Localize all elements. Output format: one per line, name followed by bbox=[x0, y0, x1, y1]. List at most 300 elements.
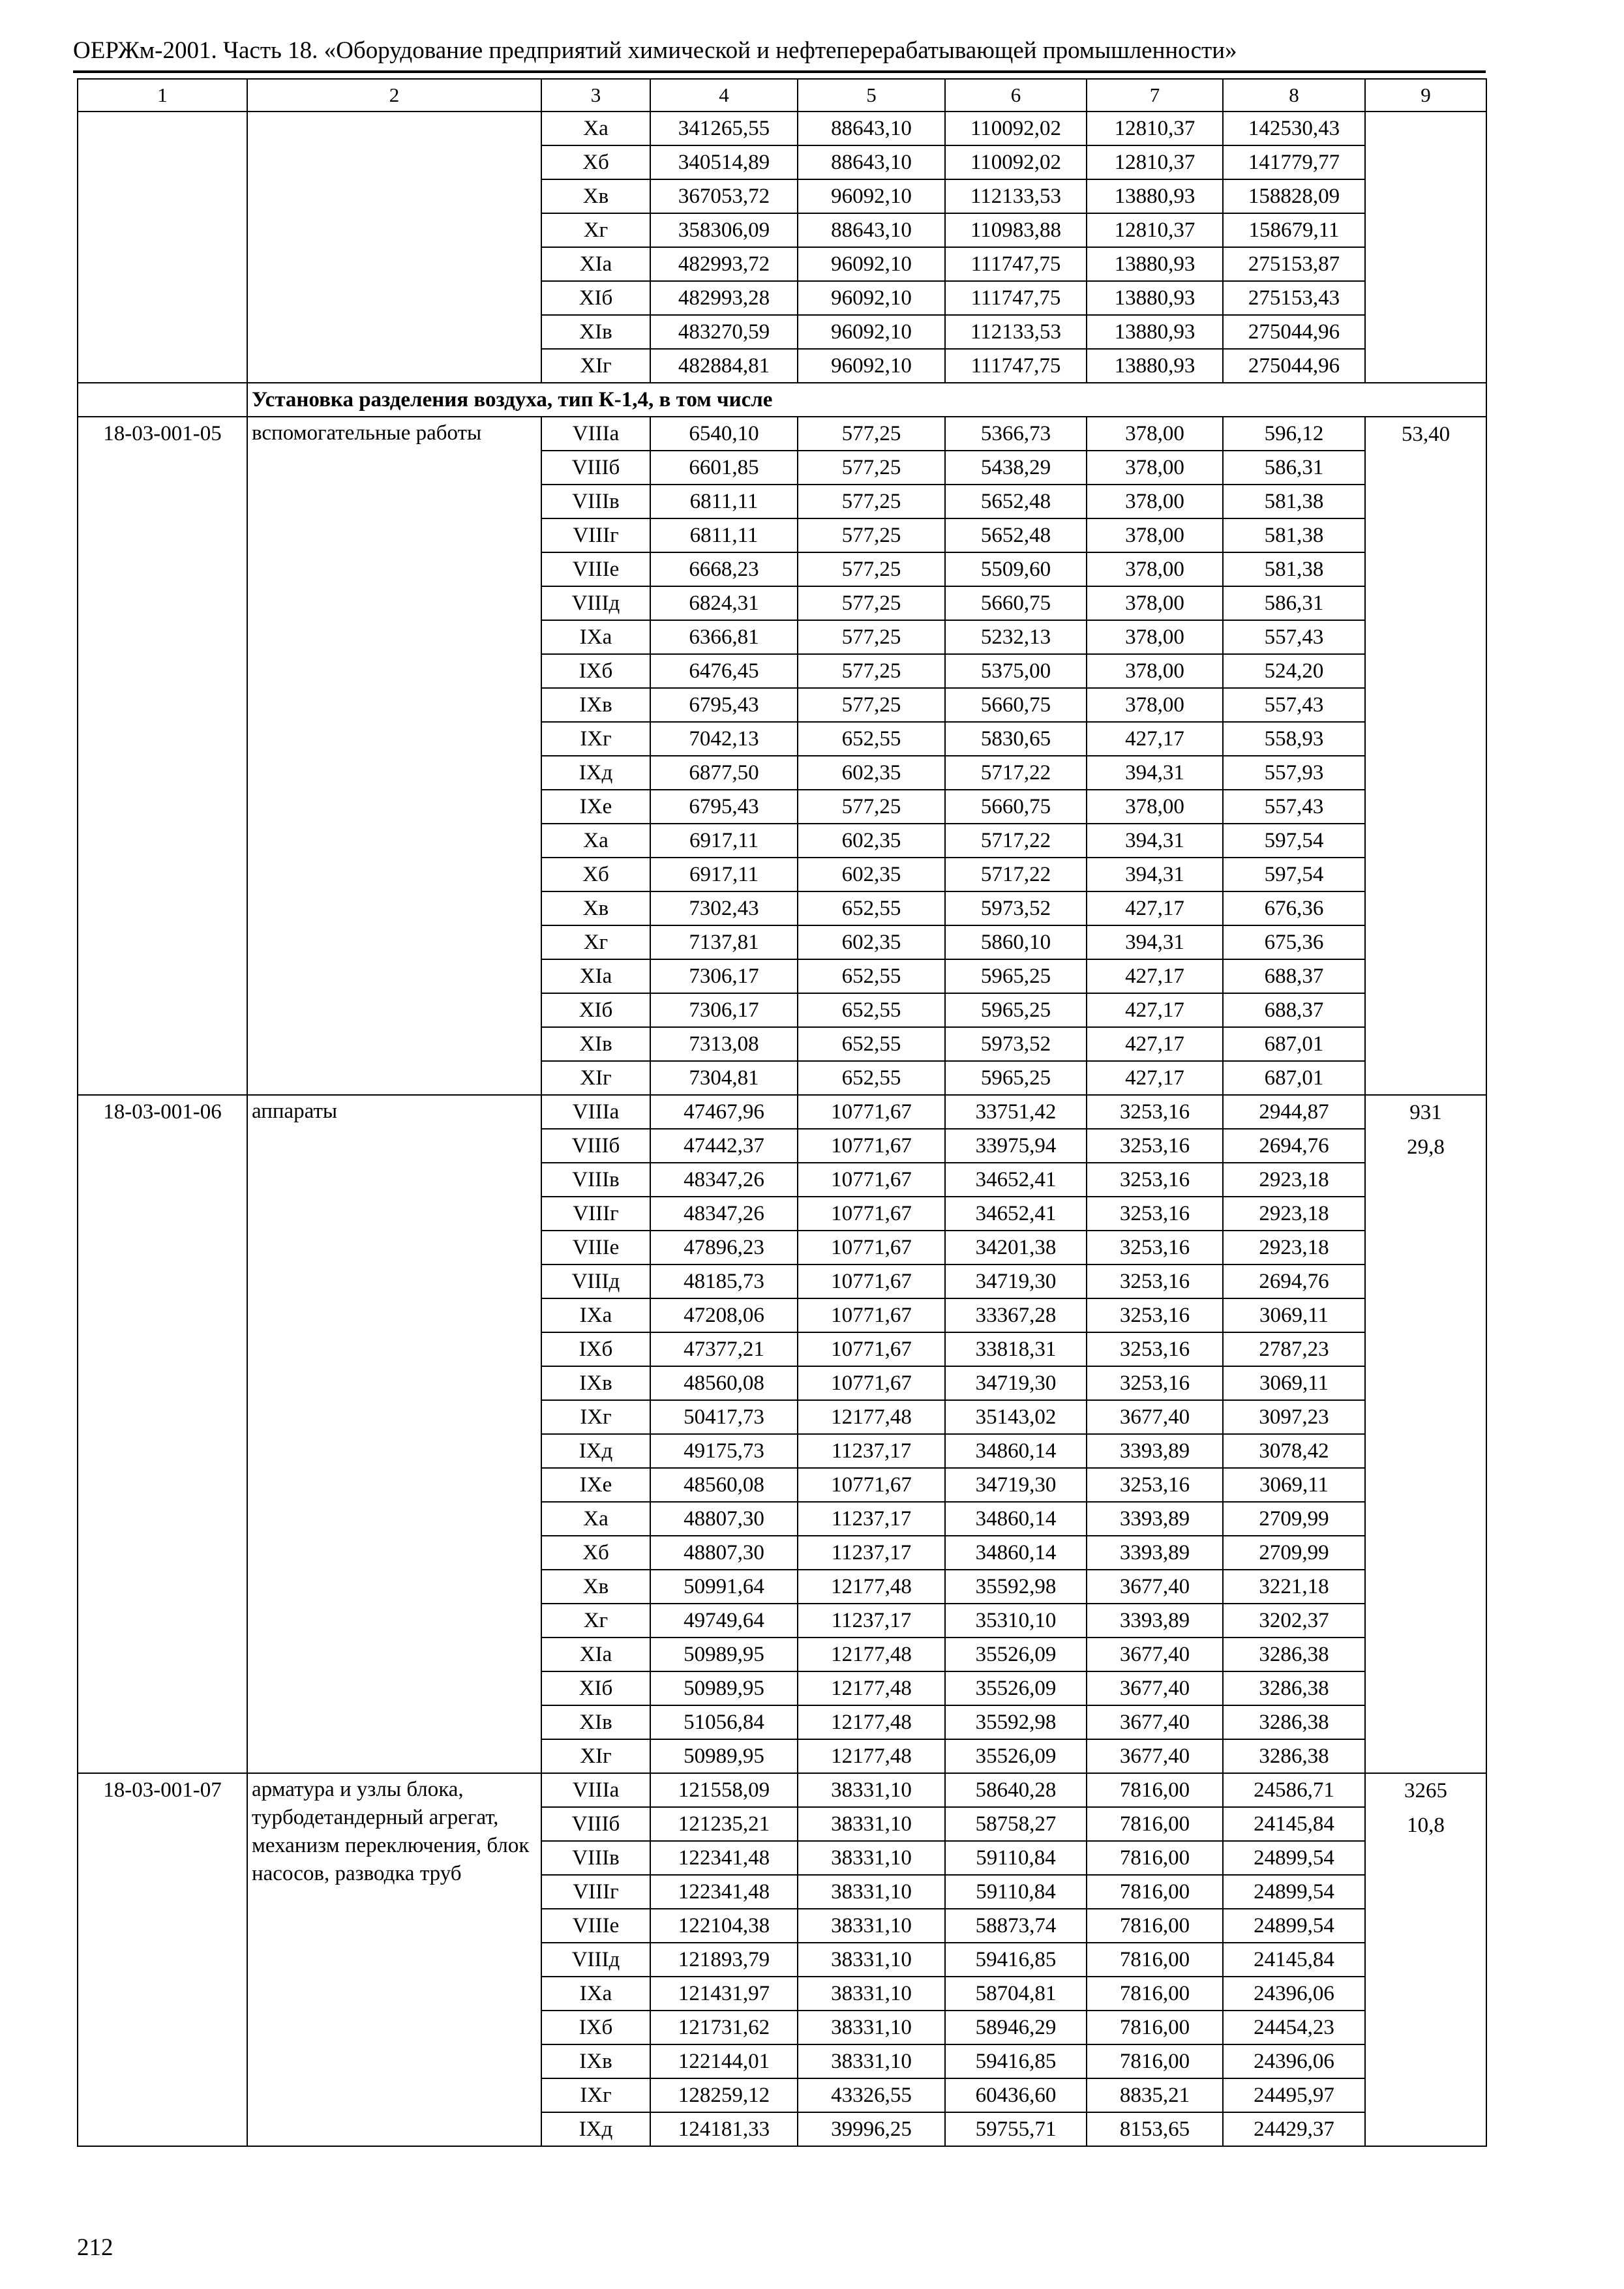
value-cell: 24454,23 bbox=[1223, 2011, 1365, 2044]
value-cell: 59110,84 bbox=[945, 1841, 1087, 1875]
value-cell: 3253,16 bbox=[1087, 1197, 1223, 1231]
value-cell: 3393,89 bbox=[1087, 1604, 1223, 1638]
value-cell: 122341,48 bbox=[650, 1841, 798, 1875]
value-cell: 5965,25 bbox=[945, 959, 1087, 993]
value-cell: 10771,67 bbox=[798, 1231, 945, 1264]
grade-cell: VIIIг bbox=[541, 1875, 650, 1909]
grade-cell: Xв bbox=[541, 891, 650, 925]
column-number-cell: 3 bbox=[541, 79, 650, 112]
value-cell: 121431,97 bbox=[650, 1977, 798, 2011]
table-row bbox=[78, 112, 1486, 145]
value-cell: 378,00 bbox=[1087, 620, 1223, 654]
value-cell: 524,20 bbox=[1223, 654, 1365, 688]
value-cell: 3253,16 bbox=[1087, 1095, 1223, 1129]
value-cell: 58758,27 bbox=[945, 1807, 1087, 1841]
value-cell: 5366,73 bbox=[945, 417, 1087, 451]
grade-cell: XIг bbox=[541, 349, 650, 383]
value-cell: 3253,16 bbox=[1087, 1298, 1223, 1332]
value-cell: 34860,14 bbox=[945, 1502, 1087, 1536]
value-cell: 3253,16 bbox=[1087, 1264, 1223, 1298]
value-cell: 38331,10 bbox=[798, 1773, 945, 1807]
value-cell: 5973,52 bbox=[945, 891, 1087, 925]
value-cell: 6601,85 bbox=[650, 451, 798, 485]
value-cell: 59110,84 bbox=[945, 1875, 1087, 1909]
value-cell: 50989,95 bbox=[650, 1671, 798, 1705]
grade-cell: VIIIa bbox=[541, 417, 650, 451]
grade-cell: VIIIб bbox=[541, 451, 650, 485]
value-cell: 33367,28 bbox=[945, 1298, 1087, 1332]
value-cell: 5375,00 bbox=[945, 654, 1087, 688]
value-cell: 5232,13 bbox=[945, 620, 1087, 654]
grade-cell: Xa bbox=[541, 824, 650, 858]
value-cell: 10771,67 bbox=[798, 1095, 945, 1129]
grade-cell: IXe bbox=[541, 1468, 650, 1502]
value-cell: 96092,10 bbox=[798, 179, 945, 213]
value-cell: 577,25 bbox=[798, 654, 945, 688]
grade-cell: IXв bbox=[541, 2044, 650, 2078]
value-cell: 275153,87 bbox=[1223, 247, 1365, 281]
grade-cell: IXд bbox=[541, 1434, 650, 1468]
value-cell: 13880,93 bbox=[1087, 179, 1223, 213]
value-cell: 111747,75 bbox=[945, 349, 1087, 383]
grade-cell: XIв bbox=[541, 315, 650, 349]
value-cell: 12177,48 bbox=[798, 1570, 945, 1604]
column-number-cell: 5 bbox=[798, 79, 945, 112]
table-row bbox=[78, 1773, 1486, 1807]
value-cell: 652,55 bbox=[798, 722, 945, 756]
value-cell: 367053,72 bbox=[650, 179, 798, 213]
grade-cell: VIIIб bbox=[541, 1807, 650, 1841]
value-cell: 96092,10 bbox=[798, 315, 945, 349]
value-cell: 50417,73 bbox=[650, 1400, 798, 1434]
value-cell: 111747,75 bbox=[945, 247, 1087, 281]
extra-value: 10,8 bbox=[1407, 1814, 1445, 1837]
value-cell: 48807,30 bbox=[650, 1536, 798, 1570]
value-cell: 112133,53 bbox=[945, 179, 1087, 213]
value-cell: 378,00 bbox=[1087, 417, 1223, 451]
value-cell: 38331,10 bbox=[798, 2011, 945, 2044]
column-number-cell: 8 bbox=[1223, 79, 1365, 112]
grade-cell: IXб bbox=[541, 654, 650, 688]
value-cell: 35310,10 bbox=[945, 1604, 1087, 1638]
value-cell: 96092,10 bbox=[798, 281, 945, 315]
value-cell: 6877,50 bbox=[650, 756, 798, 790]
value-cell: 7816,00 bbox=[1087, 1841, 1223, 1875]
value-cell: 5660,75 bbox=[945, 790, 1087, 824]
value-cell: 557,43 bbox=[1223, 790, 1365, 824]
grade-cell: IXб bbox=[541, 2011, 650, 2044]
grade-cell: VIIIв bbox=[541, 485, 650, 518]
value-cell: 341265,55 bbox=[650, 112, 798, 145]
value-cell: 7304,81 bbox=[650, 1061, 798, 1095]
value-cell: 38331,10 bbox=[798, 1977, 945, 2011]
value-cell: 6811,11 bbox=[650, 518, 798, 552]
value-cell: 5509,60 bbox=[945, 552, 1087, 586]
value-cell: 2944,87 bbox=[1223, 1095, 1365, 1129]
value-cell: 8153,65 bbox=[1087, 2112, 1223, 2146]
grade-cell: IXд bbox=[541, 756, 650, 790]
value-cell: 3202,37 bbox=[1223, 1604, 1365, 1638]
table-body bbox=[78, 112, 1486, 2146]
value-cell: 427,17 bbox=[1087, 891, 1223, 925]
value-cell: 11237,17 bbox=[798, 1604, 945, 1638]
value-cell: 378,00 bbox=[1087, 552, 1223, 586]
value-cell: 3069,11 bbox=[1223, 1298, 1365, 1332]
value-cell: 340514,89 bbox=[650, 145, 798, 179]
value-cell: 122104,38 bbox=[650, 1909, 798, 1943]
value-cell: 6917,11 bbox=[650, 858, 798, 891]
value-cell: 581,38 bbox=[1223, 552, 1365, 586]
value-cell: 33975,94 bbox=[945, 1129, 1087, 1163]
value-cell: 128259,12 bbox=[650, 2078, 798, 2112]
value-cell: 378,00 bbox=[1087, 586, 1223, 620]
value-cell: 577,25 bbox=[798, 552, 945, 586]
value-cell: 38331,10 bbox=[798, 1875, 945, 1909]
value-cell: 48560,08 bbox=[650, 1468, 798, 1502]
value-cell: 48347,26 bbox=[650, 1197, 798, 1231]
value-cell: 24899,54 bbox=[1223, 1875, 1365, 1909]
grade-cell: IXд bbox=[541, 2112, 650, 2146]
value-cell: 50991,64 bbox=[650, 1570, 798, 1604]
value-cell: 38331,10 bbox=[798, 1807, 945, 1841]
value-cell: 35592,98 bbox=[945, 1570, 1087, 1604]
value-cell: 110983,88 bbox=[945, 213, 1087, 247]
value-cell: 275044,96 bbox=[1223, 315, 1365, 349]
value-cell: 7313,08 bbox=[650, 1027, 798, 1061]
value-cell: 38331,10 bbox=[798, 1943, 945, 1977]
value-cell: 482884,81 bbox=[650, 349, 798, 383]
value-cell: 652,55 bbox=[798, 959, 945, 993]
value-cell: 358306,09 bbox=[650, 213, 798, 247]
grade-cell: Xг bbox=[541, 1604, 650, 1638]
value-cell: 124181,33 bbox=[650, 2112, 798, 2146]
value-cell: 5438,29 bbox=[945, 451, 1087, 485]
extra-value: 53,40 bbox=[1401, 423, 1451, 446]
value-cell: 652,55 bbox=[798, 891, 945, 925]
value-cell: 6540,10 bbox=[650, 417, 798, 451]
value-cell: 11237,17 bbox=[798, 1536, 945, 1570]
value-cell: 59755,71 bbox=[945, 2112, 1087, 2146]
value-cell: 427,17 bbox=[1087, 959, 1223, 993]
value-cell: 378,00 bbox=[1087, 654, 1223, 688]
value-cell: 12177,48 bbox=[798, 1638, 945, 1671]
value-cell: 47442,37 bbox=[650, 1129, 798, 1163]
value-cell: 5717,22 bbox=[945, 858, 1087, 891]
value-cell: 378,00 bbox=[1087, 451, 1223, 485]
value-cell: 59416,85 bbox=[945, 1943, 1087, 1977]
grade-cell: Xб bbox=[541, 145, 650, 179]
value-cell: 6795,43 bbox=[650, 790, 798, 824]
value-cell: 34652,41 bbox=[945, 1163, 1087, 1197]
value-cell: 427,17 bbox=[1087, 1027, 1223, 1061]
value-cell: 34201,38 bbox=[945, 1231, 1087, 1264]
value-cell: 5652,48 bbox=[945, 518, 1087, 552]
value-cell: 34719,30 bbox=[945, 1366, 1087, 1400]
value-cell: 121558,09 bbox=[650, 1773, 798, 1807]
grade-cell: VIIIг bbox=[541, 1197, 650, 1231]
value-cell: 96092,10 bbox=[798, 247, 945, 281]
value-cell: 121235,21 bbox=[650, 1807, 798, 1841]
rates-table bbox=[77, 78, 1487, 2147]
value-cell: 48560,08 bbox=[650, 1366, 798, 1400]
extra-value: 931 bbox=[1409, 1101, 1442, 1124]
grade-cell: VIIIв bbox=[541, 1163, 650, 1197]
value-cell: 10771,67 bbox=[798, 1264, 945, 1298]
work-name bbox=[247, 112, 541, 383]
value-cell: 586,31 bbox=[1223, 451, 1365, 485]
value-cell: 13880,93 bbox=[1087, 247, 1223, 281]
value-cell: 652,55 bbox=[798, 1061, 945, 1095]
value-cell: 427,17 bbox=[1087, 722, 1223, 756]
value-cell: 3286,38 bbox=[1223, 1671, 1365, 1705]
value-cell: 3677,40 bbox=[1087, 1570, 1223, 1604]
value-cell: 10771,67 bbox=[798, 1468, 945, 1502]
value-cell: 3393,89 bbox=[1087, 1502, 1223, 1536]
value-cell: 602,35 bbox=[798, 858, 945, 891]
value-cell: 5830,65 bbox=[945, 722, 1087, 756]
value-cell: 7306,17 bbox=[650, 959, 798, 993]
value-cell: 3286,38 bbox=[1223, 1739, 1365, 1773]
value-cell: 6824,31 bbox=[650, 586, 798, 620]
grade-cell: XIб bbox=[541, 281, 650, 315]
value-cell: 3286,38 bbox=[1223, 1638, 1365, 1671]
value-cell: 10771,67 bbox=[798, 1298, 945, 1332]
value-cell: 35526,09 bbox=[945, 1671, 1087, 1705]
table-row bbox=[78, 1095, 1486, 1129]
grade-cell: XIг bbox=[541, 1739, 650, 1773]
value-cell: 3078,42 bbox=[1223, 1434, 1365, 1468]
value-cell: 11237,17 bbox=[798, 1502, 945, 1536]
value-cell: 24586,71 bbox=[1223, 1773, 1365, 1807]
value-cell: 3677,40 bbox=[1087, 1638, 1223, 1671]
value-cell: 24899,54 bbox=[1223, 1841, 1365, 1875]
value-cell: 58704,81 bbox=[945, 1977, 1087, 2011]
column-number-cell: 1 bbox=[78, 79, 247, 112]
value-cell: 3393,89 bbox=[1087, 1434, 1223, 1468]
value-cell: 597,54 bbox=[1223, 858, 1365, 891]
grade-cell: XIa bbox=[541, 959, 650, 993]
column-number-cell: 9 bbox=[1365, 79, 1486, 112]
value-cell: 3393,89 bbox=[1087, 1536, 1223, 1570]
grade-cell: IXв bbox=[541, 1366, 650, 1400]
value-cell: 652,55 bbox=[798, 1027, 945, 1061]
value-cell: 6917,11 bbox=[650, 824, 798, 858]
value-cell: 110092,02 bbox=[945, 112, 1087, 145]
value-cell: 7816,00 bbox=[1087, 1875, 1223, 1909]
value-cell: 3253,16 bbox=[1087, 1468, 1223, 1502]
value-cell: 557,43 bbox=[1223, 688, 1365, 722]
value-cell: 5660,75 bbox=[945, 688, 1087, 722]
value-cell: 158679,11 bbox=[1223, 213, 1365, 247]
value-cell: 48807,30 bbox=[650, 1502, 798, 1536]
value-cell: 12810,37 bbox=[1087, 213, 1223, 247]
value-cell: 3286,38 bbox=[1223, 1705, 1365, 1739]
value-cell: 675,36 bbox=[1223, 925, 1365, 959]
value-cell: 10771,67 bbox=[798, 1129, 945, 1163]
value-cell: 34719,30 bbox=[945, 1264, 1087, 1298]
value-cell: 482993,72 bbox=[650, 247, 798, 281]
value-cell: 35143,02 bbox=[945, 1400, 1087, 1434]
value-cell: 12810,37 bbox=[1087, 112, 1223, 145]
value-cell: 378,00 bbox=[1087, 518, 1223, 552]
value-cell: 34719,30 bbox=[945, 1468, 1087, 1502]
value-cell: 8835,21 bbox=[1087, 2078, 1223, 2112]
grade-cell: VIIIд bbox=[541, 586, 650, 620]
value-cell: 12177,48 bbox=[798, 1705, 945, 1739]
rate-code: 18-03-001-07 bbox=[78, 1773, 247, 2146]
value-cell: 34652,41 bbox=[945, 1197, 1087, 1231]
value-cell: 24396,06 bbox=[1223, 2044, 1365, 2078]
value-cell: 577,25 bbox=[798, 451, 945, 485]
value-cell: 50989,95 bbox=[650, 1739, 798, 1773]
value-cell: 602,35 bbox=[798, 756, 945, 790]
value-cell: 6668,23 bbox=[650, 552, 798, 586]
grade-cell: XIб bbox=[541, 1671, 650, 1705]
value-cell: 35526,09 bbox=[945, 1638, 1087, 1671]
value-cell: 687,01 bbox=[1223, 1061, 1365, 1095]
value-cell: 577,25 bbox=[798, 485, 945, 518]
value-cell: 122144,01 bbox=[650, 2044, 798, 2078]
value-cell: 51056,84 bbox=[650, 1705, 798, 1739]
grade-cell: VIIIд bbox=[541, 1943, 650, 1977]
grade-cell: IXб bbox=[541, 1332, 650, 1366]
grade-cell: Xб bbox=[541, 858, 650, 891]
value-cell: 2923,18 bbox=[1223, 1163, 1365, 1197]
value-cell: 3677,40 bbox=[1087, 1739, 1223, 1773]
value-cell: 142530,43 bbox=[1223, 112, 1365, 145]
value-cell: 35526,09 bbox=[945, 1739, 1087, 1773]
value-cell: 112133,53 bbox=[945, 315, 1087, 349]
value-cell: 24396,06 bbox=[1223, 1977, 1365, 2011]
value-cell: 7816,00 bbox=[1087, 1977, 1223, 2011]
value-cell: 275044,96 bbox=[1223, 349, 1365, 383]
value-cell: 7306,17 bbox=[650, 993, 798, 1027]
value-cell: 7816,00 bbox=[1087, 2044, 1223, 2078]
column-number-cell: 4 bbox=[650, 79, 798, 112]
rate-code bbox=[78, 112, 247, 383]
column-number-row bbox=[78, 79, 1486, 112]
grade-cell: XIa bbox=[541, 1638, 650, 1671]
value-cell: 12177,48 bbox=[798, 1739, 945, 1773]
value-cell: 6811,11 bbox=[650, 485, 798, 518]
grade-cell: Xa bbox=[541, 1502, 650, 1536]
value-cell: 13880,93 bbox=[1087, 315, 1223, 349]
value-cell: 33818,31 bbox=[945, 1332, 1087, 1366]
value-cell: 49749,64 bbox=[650, 1604, 798, 1638]
value-cell: 13880,93 bbox=[1087, 349, 1223, 383]
value-cell: 394,31 bbox=[1087, 858, 1223, 891]
grade-cell: Xг bbox=[541, 213, 650, 247]
grade-cell: XIв bbox=[541, 1705, 650, 1739]
value-cell: 3253,16 bbox=[1087, 1231, 1223, 1264]
value-cell: 111747,75 bbox=[945, 281, 1087, 315]
value-cell: 58873,74 bbox=[945, 1909, 1087, 1943]
section-row bbox=[78, 383, 1486, 417]
value-cell: 35592,98 bbox=[945, 1705, 1087, 1739]
value-cell: 6795,43 bbox=[650, 688, 798, 722]
grade-cell: VIIIa bbox=[541, 1095, 650, 1129]
value-cell: 58946,29 bbox=[945, 2011, 1087, 2044]
value-cell: 558,93 bbox=[1223, 722, 1365, 756]
grade-cell: VIIIд bbox=[541, 1264, 650, 1298]
grade-cell: Xб bbox=[541, 1536, 650, 1570]
work-name: арматура и узлы блока, турбодетандерный агрегат, механизм переключения, блок насосов, разводка труб bbox=[247, 1773, 541, 2146]
value-cell: 3069,11 bbox=[1223, 1468, 1365, 1502]
value-cell: 378,00 bbox=[1087, 790, 1223, 824]
value-cell: 687,01 bbox=[1223, 1027, 1365, 1061]
value-cell: 7816,00 bbox=[1087, 2011, 1223, 2044]
value-cell: 38331,10 bbox=[798, 2044, 945, 2078]
value-cell: 10771,67 bbox=[798, 1332, 945, 1366]
section-code-cell bbox=[78, 383, 247, 417]
value-cell: 676,36 bbox=[1223, 891, 1365, 925]
value-cell: 24145,84 bbox=[1223, 1943, 1365, 1977]
grade-cell: Xв bbox=[541, 1570, 650, 1604]
value-cell: 47208,06 bbox=[650, 1298, 798, 1332]
value-cell: 7816,00 bbox=[1087, 1909, 1223, 1943]
value-cell: 58640,28 bbox=[945, 1773, 1087, 1807]
value-cell: 43326,55 bbox=[798, 2078, 945, 2112]
value-cell: 5965,25 bbox=[945, 993, 1087, 1027]
value-cell: 47896,23 bbox=[650, 1231, 798, 1264]
value-cell: 11237,17 bbox=[798, 1434, 945, 1468]
value-cell: 88643,10 bbox=[798, 213, 945, 247]
grade-cell: IXa bbox=[541, 620, 650, 654]
value-cell: 3253,16 bbox=[1087, 1366, 1223, 1400]
value-cell: 3677,40 bbox=[1087, 1705, 1223, 1739]
value-cell: 24145,84 bbox=[1223, 1807, 1365, 1841]
value-cell: 577,25 bbox=[798, 790, 945, 824]
value-cell: 427,17 bbox=[1087, 1061, 1223, 1095]
column-number-cell: 7 bbox=[1087, 79, 1223, 112]
value-cell: 7042,13 bbox=[650, 722, 798, 756]
grade-cell: IXг bbox=[541, 722, 650, 756]
value-cell: 12177,48 bbox=[798, 1400, 945, 1434]
value-cell: 24495,97 bbox=[1223, 2078, 1365, 2112]
value-cell: 596,12 bbox=[1223, 417, 1365, 451]
value-cell: 427,17 bbox=[1087, 993, 1223, 1027]
value-cell: 378,00 bbox=[1087, 688, 1223, 722]
grade-cell: XIг bbox=[541, 1061, 650, 1095]
grade-cell: IXг bbox=[541, 2078, 650, 2112]
value-cell: 581,38 bbox=[1223, 485, 1365, 518]
value-cell: 5860,10 bbox=[945, 925, 1087, 959]
value-cell: 3253,16 bbox=[1087, 1129, 1223, 1163]
value-cell: 88643,10 bbox=[798, 112, 945, 145]
value-cell: 2787,23 bbox=[1223, 1332, 1365, 1366]
value-cell: 2694,76 bbox=[1223, 1264, 1365, 1298]
grade-cell: VIIIг bbox=[541, 518, 650, 552]
extra-values-cell bbox=[1365, 417, 1486, 1095]
value-cell: 47467,96 bbox=[650, 1095, 798, 1129]
value-cell: 47377,21 bbox=[650, 1332, 798, 1366]
value-cell: 7137,81 bbox=[650, 925, 798, 959]
value-cell: 482993,28 bbox=[650, 281, 798, 315]
value-cell: 2694,76 bbox=[1223, 1129, 1365, 1163]
value-cell: 34860,14 bbox=[945, 1434, 1087, 1468]
value-cell: 10771,67 bbox=[798, 1163, 945, 1197]
grade-cell: VIIIe bbox=[541, 1909, 650, 1943]
value-cell: 7816,00 bbox=[1087, 1943, 1223, 1977]
value-cell: 121893,79 bbox=[650, 1943, 798, 1977]
work-name: аппараты bbox=[247, 1095, 541, 1773]
extra-values-cell bbox=[1365, 1095, 1486, 1773]
value-cell: 557,43 bbox=[1223, 620, 1365, 654]
value-cell: 577,25 bbox=[798, 518, 945, 552]
value-cell: 7816,00 bbox=[1087, 1773, 1223, 1807]
value-cell: 3097,23 bbox=[1223, 1400, 1365, 1434]
value-cell: 7816,00 bbox=[1087, 1807, 1223, 1841]
